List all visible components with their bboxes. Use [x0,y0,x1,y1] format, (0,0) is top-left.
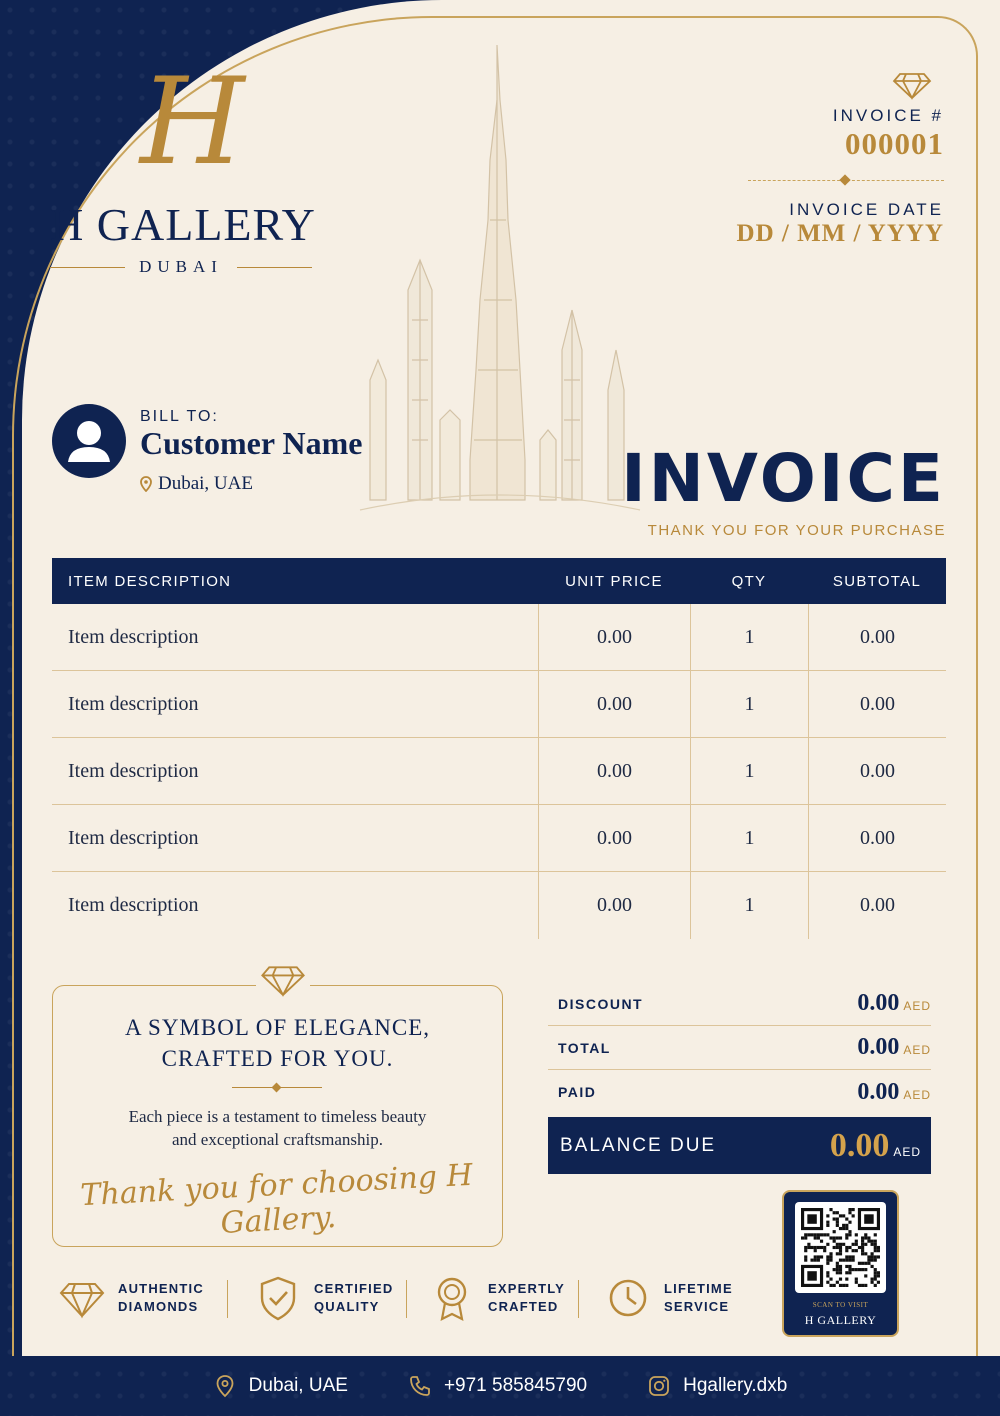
paid-row [548,1070,931,1114]
item-description: Item description [68,692,199,715]
feature-separator [227,1280,228,1318]
feature-line1: CERTIFIED [314,1281,394,1296]
award-icon [428,1274,476,1322]
discount-label: DISCOUNT [558,995,644,1012]
table-row [52,604,946,671]
currency-label: AED [903,999,931,1013]
brand-city-row [50,257,312,277]
item-subtotal: 0.00 [808,738,946,804]
col-header-description: ITEM DESCRIPTION [68,572,232,590]
table-header [52,558,946,604]
item-qty: 1 [690,872,808,939]
item-subtotal: 0.00 [808,805,946,871]
promo-signature: Thank you for choosing H Gallery. [79,1157,474,1241]
item-unit-price: 0.00 [538,738,690,804]
item-unit-price: 0.00 [538,872,690,939]
feature-line2: SERVICE [664,1299,730,1314]
item-description: Item description [68,894,199,916]
item-description: Item description [68,826,199,849]
item-subtotal: 0.00 [808,872,946,939]
feature-line1: EXPERTLY [488,1281,566,1296]
currency-label: AED [893,1144,921,1159]
currency-label: AED [903,1043,931,1057]
item-qty: 1 [690,805,808,871]
location-pin-icon [140,476,152,492]
balance-due-value: 0.00 [829,1126,890,1164]
location-pin-icon [213,1374,237,1398]
qr-card[interactable] [782,1190,899,1337]
item-unit-price: 0.00 [538,671,690,737]
footer-phone-text[interactable]: +971 585845790 [443,1375,588,1396]
diamond-icon [892,70,932,100]
customer-name: Customer Name [140,425,363,461]
invoice-thanks: THANK YOU FOR YOUR PURCHASE [647,522,946,539]
feature-line2: CRAFTED [488,1299,559,1314]
diamond-icon [58,1274,106,1322]
brand-city: DUBAI [139,257,223,276]
col-header-unit-price: UNIT PRICE [565,572,663,590]
qr-code-icon [801,1208,880,1287]
total-value: 0.00 [857,1034,900,1060]
skyline-illustration [350,40,650,520]
table-row [52,738,946,805]
qr-code[interactable] [795,1202,886,1293]
footer-location [213,1374,348,1398]
table-row [52,805,946,872]
table-row [52,872,946,939]
promo-body-line1: Each piece is a testament to timeless beauty [128,1107,427,1126]
paid-label: PAID [558,1084,597,1100]
shield-check-icon [254,1274,302,1322]
col-header-subtotal: SUBTOTAL [832,572,922,590]
promo-body-line2: and exceptional craftsmanship. [171,1130,383,1149]
feature-line2: QUALITY [314,1299,380,1314]
invoice-number: 000001 [845,126,944,161]
customer-location-text: Dubai, UAE [158,473,253,494]
item-unit-price: 0.00 [538,805,690,871]
col-header-qty: QTY [731,572,767,590]
footer-bar [0,1356,1000,1416]
feature-authentic-diamonds [58,1274,204,1322]
phone-icon [408,1374,432,1398]
instagram-icon [647,1374,671,1398]
brand-name: H GALLERY [50,199,316,250]
clock-icon [604,1274,652,1322]
footer-instagram-text[interactable]: Hgallery.dxb [683,1375,788,1396]
paid-value: 0.00 [857,1078,900,1105]
footer-location-text: Dubai, UAE [248,1375,348,1396]
item-unit-price: 0.00 [538,604,690,670]
bill-to-label: BILL TO: [140,408,219,425]
discount-value: 0.00 [857,990,900,1016]
total-label: TOTAL [558,1039,611,1056]
total-row [548,1026,931,1070]
qr-scan-text: SCAN TO VISIT [812,1301,869,1309]
promo-diamond [256,962,310,1000]
footer-phone[interactable] [408,1374,587,1398]
feature-lifetime-service [604,1274,733,1322]
avatar [52,404,126,478]
item-qty: 1 [690,738,808,804]
item-description: Item description [68,759,199,782]
invoice-title: INVOICE [621,440,946,517]
feature-line1: AUTHENTIC [118,1281,204,1296]
promo-body [52,1105,503,1151]
promo-heading-line1: A SYMBOL OF ELEGANCE, [124,1015,431,1040]
promo-heading-line2: CRAFTED FOR YOU. [161,1046,394,1071]
balance-due-label: BALANCE DUE [560,1134,717,1156]
feature-separator [406,1280,407,1318]
user-icon [52,404,126,478]
feature-certified-quality [254,1274,393,1322]
item-qty: 1 [690,671,808,737]
feature-expertly-crafted [428,1274,565,1322]
item-qty: 1 [690,604,808,670]
item-subtotal: 0.00 [808,604,946,670]
promo-heading [52,1012,503,1074]
footer-instagram[interactable] [647,1374,787,1398]
invoice-number-label: INVOICE # [832,106,944,125]
invoice-date-label: INVOICE DATE [789,200,944,219]
brand-monogram: H [140,53,245,192]
feature-separator [578,1280,579,1318]
balance-due-bar [548,1117,931,1174]
diamond-icon [260,962,306,998]
feature-line2: DIAMONDS [118,1299,199,1314]
invoice-date-block [737,200,944,248]
invoice-date: DD / MM / YYYY [736,220,944,247]
qr-brand-name: H GALLERY [804,1313,877,1327]
items-table [52,558,946,939]
divider [50,267,125,268]
divider [237,267,312,268]
table-row [52,671,946,738]
currency-label: AED [903,1087,931,1102]
discount-row [548,982,931,1026]
feature-line1: LIFETIME [664,1281,733,1296]
item-description: Item description [68,625,199,648]
invoice-number-block [833,106,944,162]
item-subtotal: 0.00 [808,671,946,737]
customer-location [140,473,253,495]
